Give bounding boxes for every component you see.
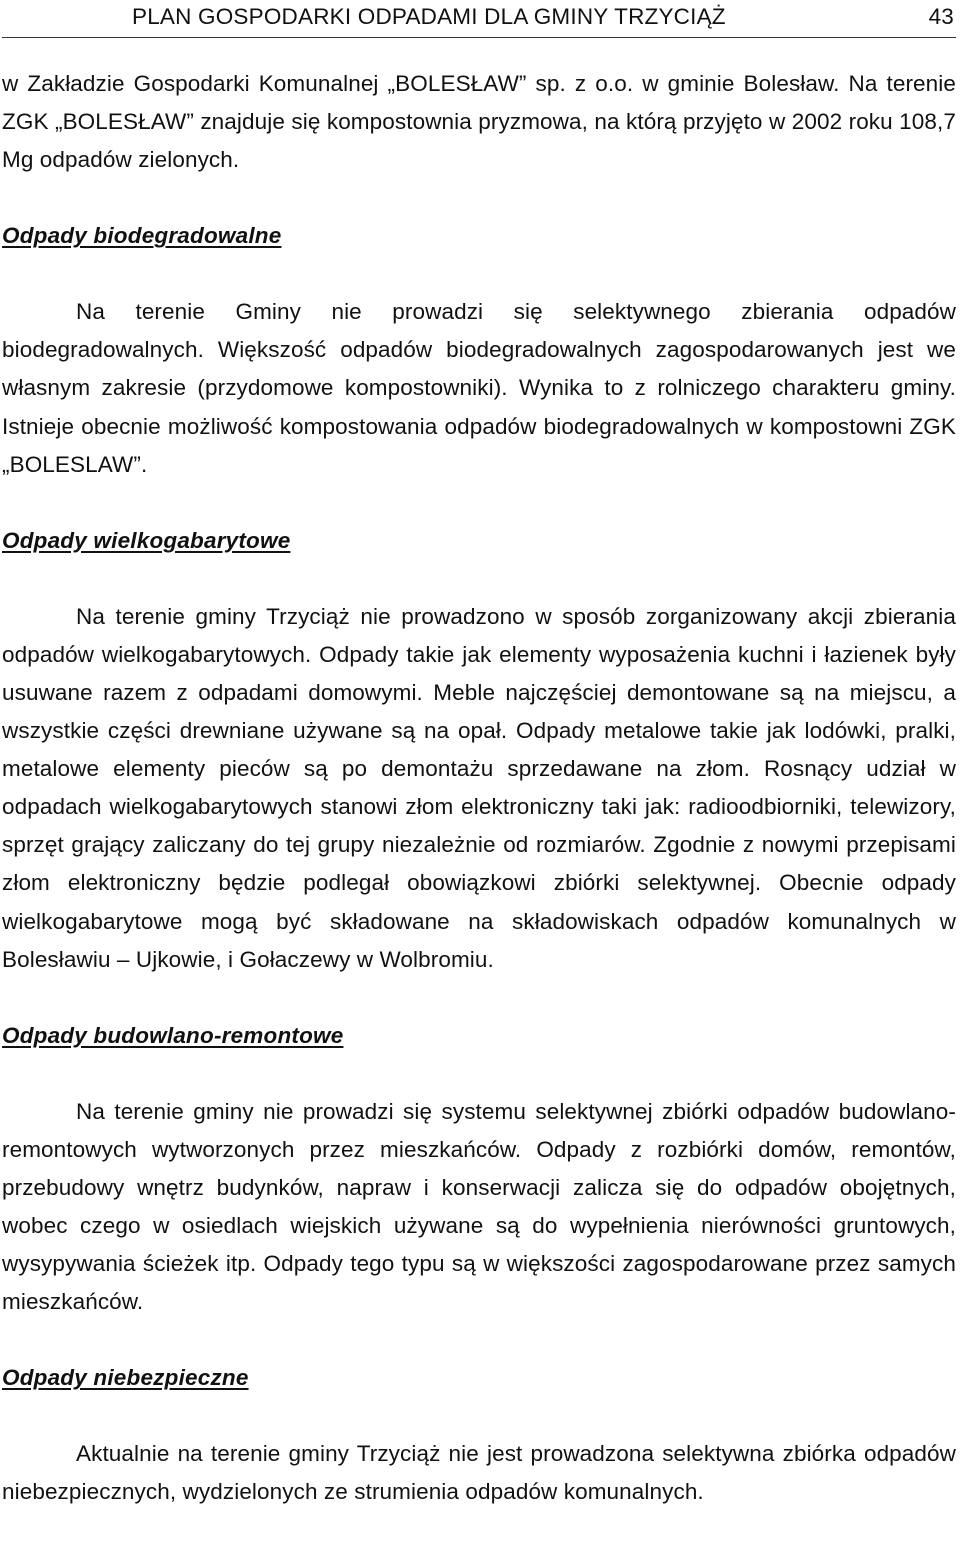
header-page-number: 43 bbox=[928, 4, 954, 29]
section-heading-hazardous: Odpady niebezpieczne bbox=[2, 1365, 249, 1391]
section-heading-bulky: Odpady wielkogabarytowe bbox=[2, 527, 291, 553]
header-title: PLAN GOSPODARKI ODPADAMI DLA GMINY TRZYCIĄŻ bbox=[132, 4, 726, 29]
section-paragraph-hazardous: Aktualnie na terenie gminy Trzyciąż nie jest prowadzona selektywna zbiórka odpadów niebezpiecznych, wydzielonych ze strumienia odpadów komunalnych. bbox=[2, 1441, 956, 1505]
section-heading-construction: Odpady budowlano-remontowe bbox=[2, 1022, 344, 1048]
intro-paragraph: w Zakładzie Gospodarki Komunalnej „BOLESŁAW” sp. z o.o. w gminie Bolesław. Na terenie ZGK „BOLESŁAW” znajduje się kompostownia pryzmowa, na którą przyjęto w 2002 roku 108,7 Mg odpadów zielonych. bbox=[2, 71, 956, 173]
running-header bbox=[2, 0, 956, 38]
section-paragraph-construction: Na terenie gminy nie prowadzi się systemu selektywnej zbiórki odpadów budowlano-remontowych wytworzonych przez mieszkańców. Odpady z rozbiórki domów, remontów, przebudowy wnętrz budynków, napraw i konserwacji zalicza się do odpadów obojętnych, wobec czego w osiedlach wiejskich używane są do wypełnienia nierówności gruntowych, wysypywania ścieżek itp. Odpady tego typu są w większości zagospodarowane przez samych mieszkańców. bbox=[2, 1098, 956, 1315]
section-paragraph-biodegradable: Na terenie Gminy nie prowadzi się selektywnego zbierania odpadów biodegradowalnych. Większość odpadów biodegradowalnych zagospodarowanych jest we własnym zakresie (przydomowe kompostowniki). Wynika to z rolniczego charakteru gminy. Istnieje obecnie możliwość kompostowania odpadów biodegradowalnych w kompostowni ZGK „BOLESLAW”. bbox=[2, 299, 956, 477]
document-page bbox=[2, 0, 956, 1511]
section-heading-biodegradable: Odpady biodegradowalne bbox=[2, 223, 282, 249]
section-paragraph-bulky: Na terenie gminy Trzyciąż nie prowadzono w sposób zorganizowany akcji zbierania odpadów wielkogabarytowych. Odpady takie jak elementy wyposażenia kuchni i łazienek były usuwane razem z odpadami domowymi. Meble najczęściej demontowane są na miejscu, a wszystkie części drewniane używane są na opał. Odpady metalowe takie jak lodówki, pralki, metalowe elementy pieców są po demontażu sprzedawane na złom. Rosnący udział w odpadach wielkogabarytowych stanowi złom elektroniczny taki jak: radioodbiorniki, telewizory, sprzęt grający zaliczany do tej grupy niezależnie od rozmiarów. Zgodnie z nowymi przepisami złom elektroniczny będzie podlegał obowiązkowi zbiórki selektywnej. Obecnie odpady wielkogabarytowe mogą być składowane na składowiskach odpadów komunalnych w Bolesławiu – Ujkowie, i Gołaczewy w Wolbromiu. bbox=[2, 603, 956, 972]
